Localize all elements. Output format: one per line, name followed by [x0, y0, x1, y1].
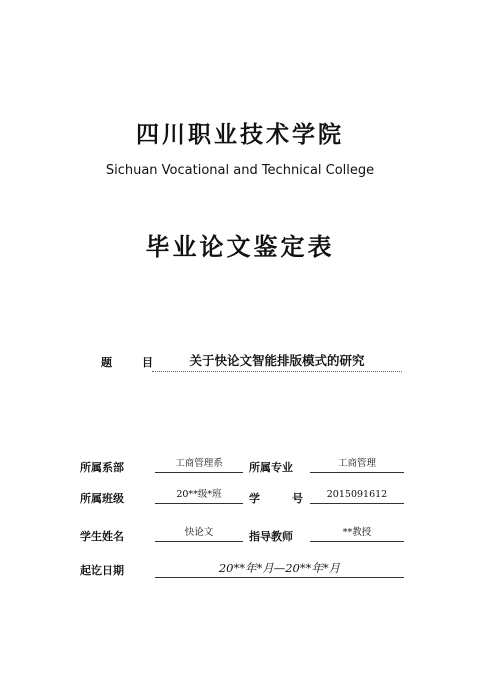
- student-name-value: 快论文: [155, 525, 243, 542]
- college-name-chinese: 四川职业技术学院: [136, 121, 344, 148]
- topic-label: [101, 354, 153, 370]
- topic-label-char-2: 目: [142, 356, 153, 369]
- period-label: 起讫日期: [80, 564, 124, 577]
- major-value: 工商管理: [310, 456, 404, 473]
- advisor-value: **教授: [310, 525, 404, 542]
- class-label: 所属班级: [80, 492, 124, 505]
- college-name-english: Sichuan Vocational and Technical College: [105, 163, 375, 178]
- major-label: 所属专业: [249, 461, 293, 474]
- student-name-label: 学生姓名: [80, 530, 124, 543]
- student-id-value: 2015091612: [310, 487, 404, 504]
- department-value: 工商管理系: [155, 456, 243, 473]
- topic-label-char-1: 题: [101, 356, 112, 369]
- class-value: 20**级*班: [155, 487, 243, 504]
- topic-value: 关于快论文智能排版模式的研究: [152, 351, 402, 372]
- student-id-label: 学 号: [249, 492, 303, 505]
- period-value: 20**年*月—20**年*月: [155, 559, 404, 578]
- document-title: 毕业论文鉴定表: [145, 232, 335, 261]
- department-label: 所属系部: [80, 461, 124, 474]
- advisor-label: 指导教师: [249, 530, 293, 543]
